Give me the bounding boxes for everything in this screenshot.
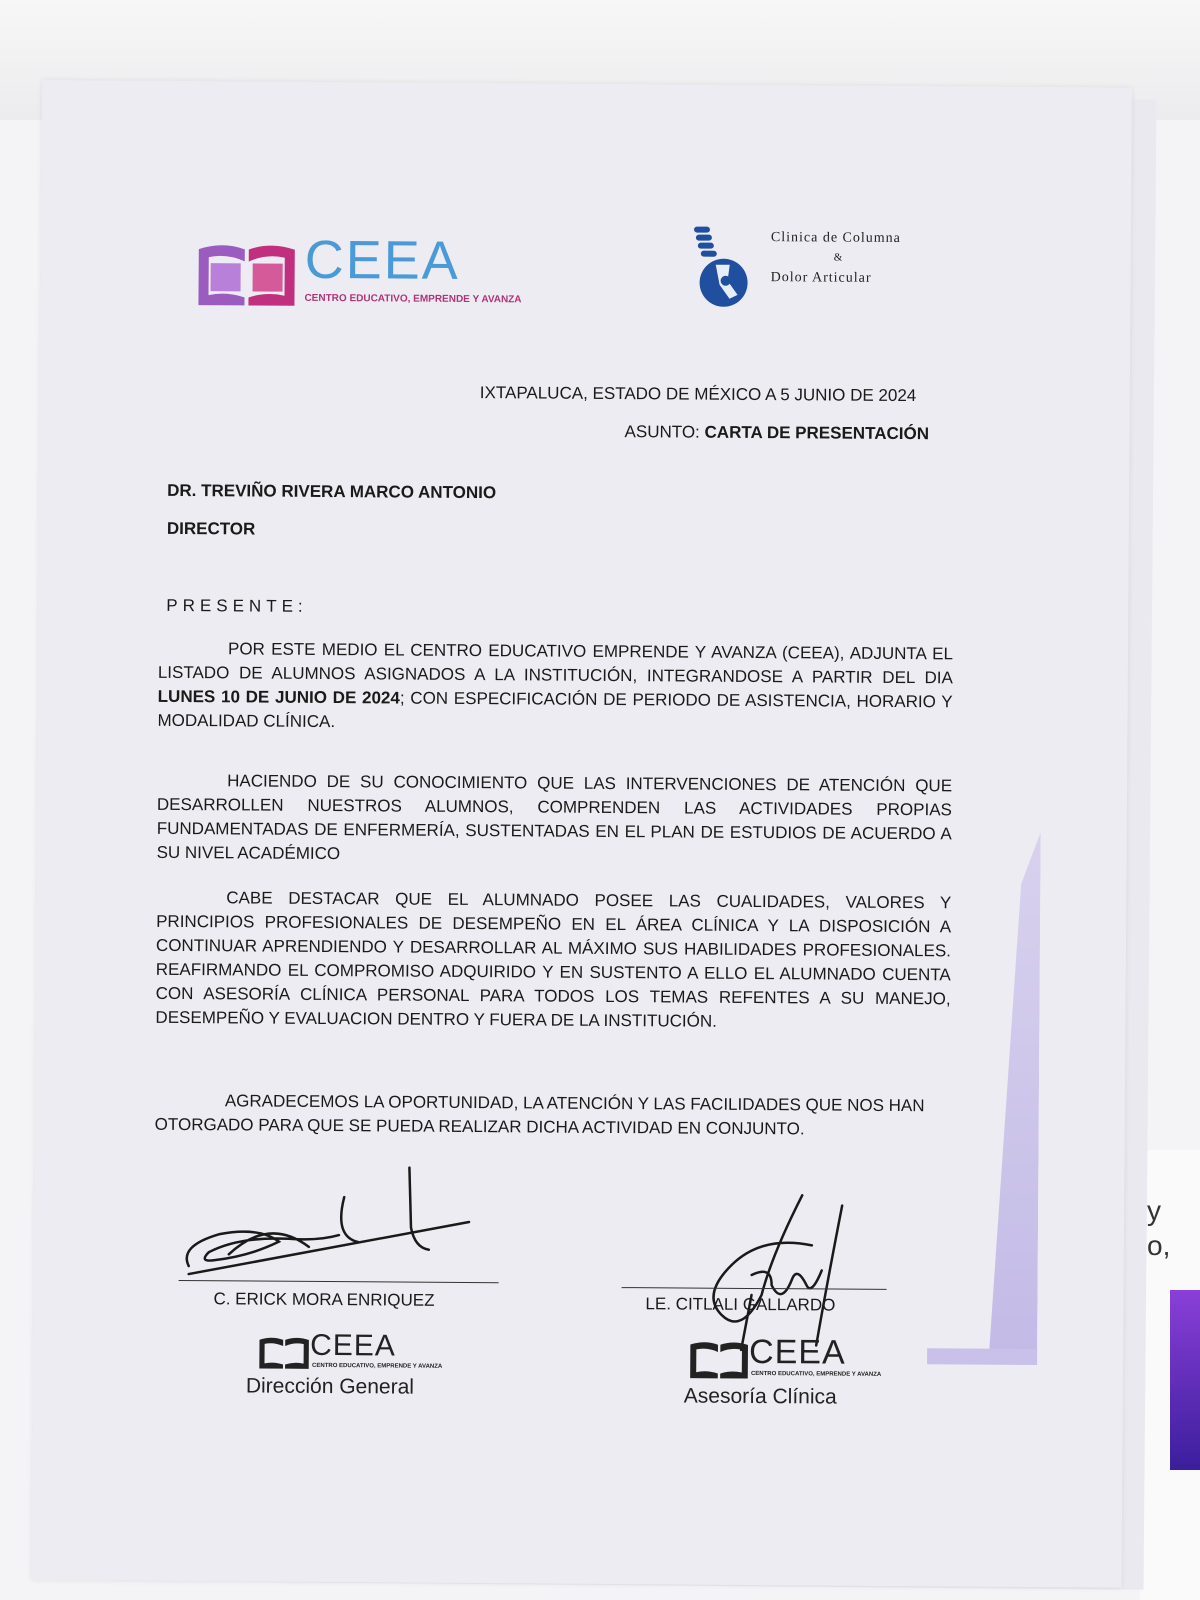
p1-text-a: POR ESTE MEDIO EL CENTRO EDUCATIVO EMPRENDE Y AVANZA (CEEA), ADJUNTA EL LISTADO DE ALUMNOS ASIGNADOS A LA INSTITUCIÓN, INTEGRANDOSE A PARTIR DEL DIA (157, 639, 954, 688)
spine-joint-icon (685, 224, 756, 309)
p4-text: AGRADECEMOS LA OPORTUNIDAD, LA ATENCIÓN Y LAS FACILIDADES QUE NOS HAN OTORGADO PARA QUE SE PUEDA REALIZAR DICHA ACTIVIDAD EN CONJUNTO. (154, 1091, 925, 1139)
ceea-logo (196, 229, 522, 316)
book-icon (258, 1335, 310, 1371)
signer-name-2: LE. CITLALI GALLARDO (645, 1294, 836, 1315)
decorative-purple-bar (989, 832, 1041, 1352)
background-purple-strip (1170, 1290, 1200, 1470)
department-2: Asesoría Clínica (683, 1384, 837, 1409)
recipient-role: DIRECTOR (166, 518, 256, 539)
body-paragraph-2 (157, 769, 953, 871)
edge-text-2: o, (1147, 1230, 1171, 1261)
p1-text-b: ; CON ESPECIFICACIÓN DE PERIODO DE ASISTENCIA, HORARIO Y MODALIDAD CLÍNICA. (157, 688, 953, 732)
edge-text-1: y (1147, 1195, 1161, 1226)
p1-text-bold: LUNES 10 DE JUNIO DE 2024 (157, 686, 400, 708)
book-icon (689, 1339, 749, 1381)
clinic-name-line1: Clinica de Columna (770, 230, 901, 246)
ceea-wordmark: CEEA (304, 229, 461, 291)
body-paragraph-1 (157, 637, 953, 739)
p3-text: CABE DESTACAR QUE EL ALUMNADO POSEE LAS CUALIDADES, VALORES Y PRINCIPIOS PROFESIONALES DE DESEMPEÑO EN EL ÁREA CLÍNICA Y LA DISPOSICIÓN A CONTINUAR APRENDIENDO Y DESARROLLAR AL MÁXIMO SUS HABILIDADES PROFESIONALES. REAFIRMANDO EL COMPROMISO ADQUIRIDO Y EN SUSTENTO A ELLO EL ALUMNADO CUENTA CON ASESORÍA CLÍNICA PERSONAL PARA TODOS LOS TEMAS REFENTES A SU MANEJO, DESEMPEÑO Y EVALUACION DENTRO Y FUERA DE LA INSTITUCIÓN. (155, 888, 952, 1031)
clinic-name-amp: & (833, 251, 843, 264)
body-paragraph-3 (155, 886, 951, 1036)
signer-name-1: C. ERICK MORA ENRIQUEZ (213, 1289, 435, 1310)
ceea-seal-1 (245, 1328, 459, 1410)
subject-line (624, 422, 929, 444)
body-paragraph-4 (155, 1089, 950, 1143)
recipient-name: DR. TREVIÑO RIVERA MARCO ANTONIO (167, 480, 497, 503)
ceea-seal-2 (683, 1332, 890, 1424)
clinic-name-line2: Dolor Articular (770, 270, 872, 286)
subject-value: CARTA DE PRESENTACIÓN (704, 422, 930, 444)
subject-label: ASUNTO: (624, 422, 700, 442)
p2-text: HACIENDO DE SU CONOCIMIENTO QUE LAS INTERVENCIONES DE ATENCIÓN QUE DESARROLLEN NUESTROS ALUMNOS, COMPRENDEN LAS ACTIVIDADES PROPIAS FUNDAMENTADAS DE ENFERMERÍA, SUSTENTADAS EN EL PLAN DE ESTUDIOS DE ACUERDO A SU NIVEL ACADÉMICO (156, 771, 953, 864)
seal-subtitle-2: CENTRO EDUCATIVO, EMPRENDE Y AVANZA (750, 1370, 882, 1378)
ceea-subtitle: CENTRO EDUCATIVO, EMPRENDE Y AVANZA (304, 292, 522, 306)
seal-subtitle-1: CENTRO EDUCATIVO, EMPRENDE Y AVANZA (312, 1362, 443, 1370)
salutation: PRESENTE: (166, 595, 308, 616)
handwritten-signature (621, 1184, 902, 1356)
clinic-logo (685, 224, 926, 316)
signature-block-advisor (621, 1184, 903, 1426)
handwritten-signature (169, 1156, 490, 1298)
department-1: Dirección General (245, 1374, 415, 1399)
date-line: IXTAPALUCA, ESTADO DE MÉXICO A 5 JUNIO DE 2024 (479, 383, 917, 406)
letter-page (32, 80, 1132, 1588)
seal-wordmark-1: CEEA (310, 1328, 396, 1363)
signature-block-director (168, 1156, 500, 1418)
book-icon (196, 239, 296, 310)
seal-wordmark-2: CEEA (749, 1332, 846, 1372)
decorative-purple-foot (927, 1348, 1037, 1365)
